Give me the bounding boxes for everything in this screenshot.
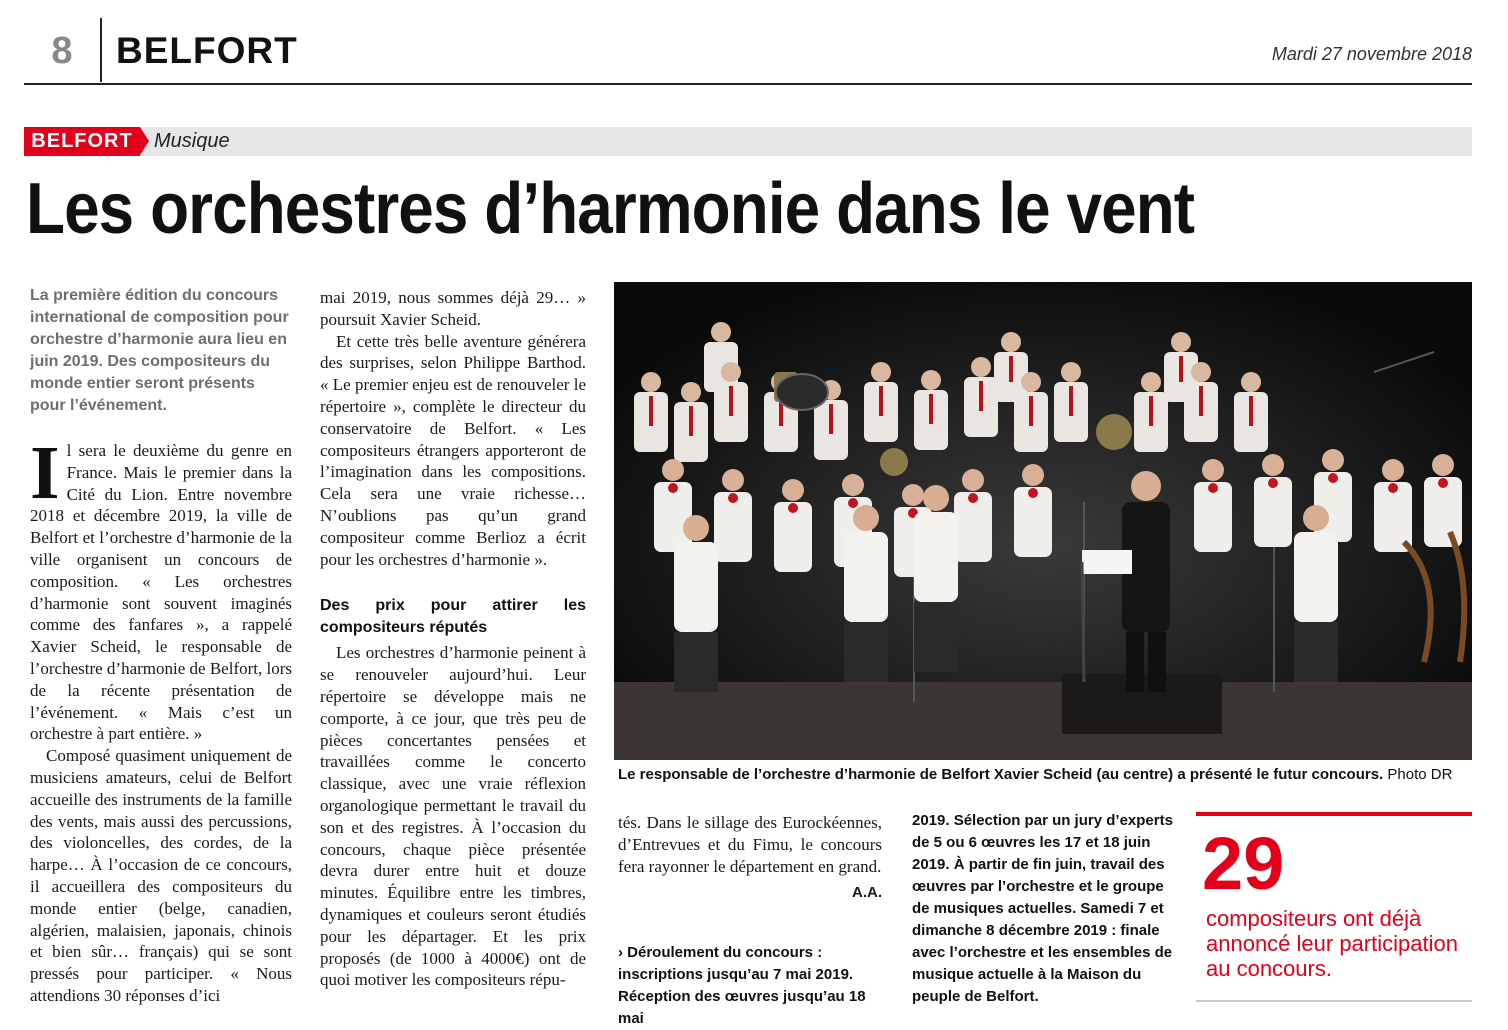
headline: Les orchestres d’harmonie dans le vent <box>26 169 1195 249</box>
orchestra-photo <box>614 282 1472 760</box>
issue-date: Mardi 27 novembre 2018 <box>1271 44 1472 64</box>
photo-credit: Photo DR <box>1387 766 1453 783</box>
article-column-3 <box>618 812 882 903</box>
article-paragraph: mai 2019, nous sommes déjà 29… » poursuit Xavier Scheid. <box>320 288 586 329</box>
schedule-infobox-part2: 2019. Sélection par un jury d’experts de 5 ou 6 œuvres les 17 et 18 juin 2019. À partir de fin juin, travail des œuvres par l’orchestre et le groupe de musiques actuelles. Samedi 7 et dimanche 8 décembre 2019 : finale avec l’orchestre et les ensembles de musique actuelle à la Maison du peuple de Belfort. <box>912 812 1173 1005</box>
page-number: 8 <box>51 30 73 72</box>
article-column-1 <box>30 431 292 1007</box>
article-paragraph: Composé quasiment uniquement de musiciens amateurs, celui de Belfort accueille des instruments de la famille des vents, mais aussi des percussions, des violoncelles, des cordes, de la harpe… À l’occasion de ce concours, il accueillera des compositeurs du monde entier (belge, canadien, algérien, malaisien, japonais, chinois et bien sûr… français) qui se sont pressés pour participer. « Nous attendions 30 réponses d’ici <box>30 746 292 1005</box>
article-paragraph-text: l sera le deuxième du genre en France. Mais le premier dans la Cité du Lion. Entre novembre 2018 et décembre 2019, la ville de Belfort et l’orchestre d’harmonie de la ville organisent un concours de composition. « Les orchestres d’harmonie sont souvent imaginés comme des fanfares », a rappelé Xavier Scheid, le responsable de l’orchestre d’harmonie de Belfort, lors de la récente présentation de l’événement. « Mais c’est un orchestre à part entière. » <box>30 441 292 744</box>
header-divider <box>100 18 102 82</box>
photo-caption <box>618 764 1470 786</box>
article-paragraph: Les orchestres d’harmonie peinent à se renouveler aujourd’hui. Leur répertoire se développe mais ne comporte, à ce jour, que très peu de pièces concertantes pensées et travaillées comme le concerto classique, avec une vraie réflexion organologique permettant le travail du son et des registres. À l’occasion du concours, chaque pièce présentée devra durer entre huit et douze minutes. Équilibre entre les timbres, dynamiques et couleurs seront étudiés pour les départager. Et les prix proposés (de 1000 à 4000€) ont de quoi motiver les compositeurs répu- <box>320 643 586 990</box>
kicker-rubric: Musique <box>154 130 230 152</box>
subheading: Des prix pour attirer les compositeurs réputés <box>320 597 586 637</box>
article-paragraph <box>30 431 292 745</box>
caption-text: Le responsable de l’orchestre d’harmonie de Belfort Xavier Scheid (au centre) a présenté le futur concours. <box>618 766 1384 783</box>
article-paragraph: Et cette très belle aventure générera des surprises, selon Philippe Barthod. « Le premier enjeu est de renouveler le répertoire », complète le directeur du conservatoire de Belfort. « Les compositeurs étrangers apporteront de l’imagination dans les compositions. Cela sera une vraie richesse… N’oublions pas qu’un grand compositeur comme Berlioz a écrit pour les orchestres d’harmonie ». <box>320 331 586 569</box>
kicker-bar <box>24 127 1472 156</box>
stat-label: compositeurs ont déjà annoncé leur participation au concours. <box>1206 906 1458 981</box>
stat-top-rule <box>1196 812 1472 816</box>
section-title: BELFORT <box>116 30 298 71</box>
header-rule <box>24 83 1472 85</box>
kicker-tag: BELFORT <box>24 127 140 156</box>
orchestra-illustration <box>614 282 1472 760</box>
lead-paragraph: La première édition du concours international de composition pour orchestre d’harmonie aura lieu en juin 2019. Des compositeurs du monde entier seront présents pour l’événement. <box>30 287 289 414</box>
article-paragraph: tés. Dans le sillage des Eurockéennes, d’Entrevues et du Fimu, le concours fera rayonner le département en grand. <box>618 813 882 876</box>
article-column-2 <box>320 287 586 991</box>
schedule-infobox-part1: › Déroulement du concours : inscriptions jusqu’au 7 mai 2019. Réception des œuvres jusqu’au 18 mai <box>618 944 866 1027</box>
kicker-arrow-icon <box>140 127 149 155</box>
stat-bottom-rule <box>1196 1000 1472 1002</box>
author-signature: A.A. <box>852 884 882 902</box>
drop-cap: I <box>30 431 60 515</box>
stat-number: 29 <box>1202 822 1285 905</box>
